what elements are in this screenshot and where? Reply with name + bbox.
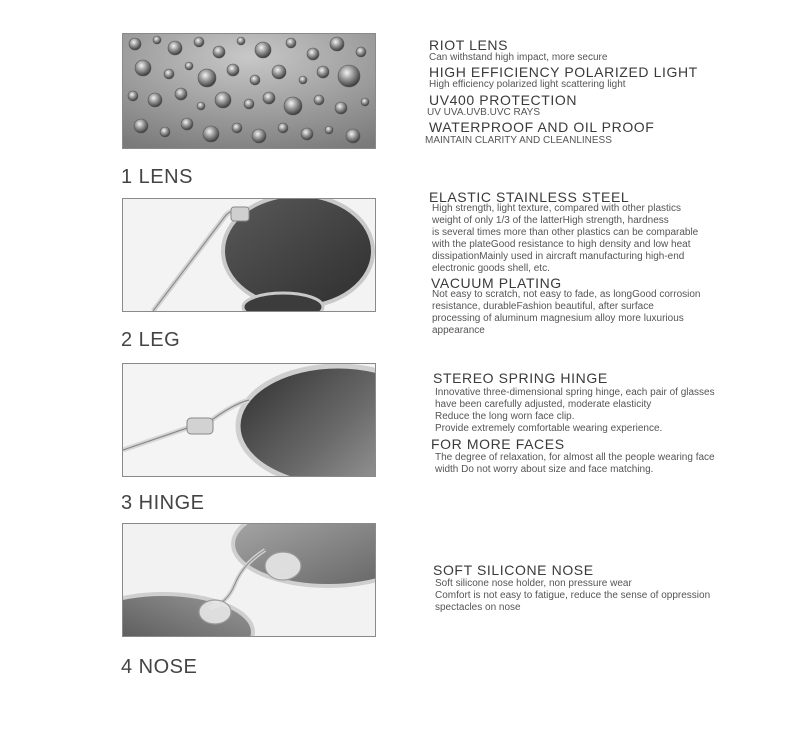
feature-text-spring-hinge-2: have been carefully adjusted, moderate elasticity (435, 399, 652, 410)
feature-heading-riot-lens: RIOT LENS (429, 37, 509, 53)
feature-text-stainless-steel-4: with the plateGood resistance to high density and low heat (432, 239, 691, 250)
feature-text-spring-hinge-1: Innovative three-dimensional spring hinge, each pair of glasses (435, 387, 715, 398)
feature-text-silicone-nose-2: Comfort is not easy to fatigue, reduce the sense of oppression (435, 590, 711, 601)
feature-text-stainless-steel-5: dissipationMainly used in aircraft manufacturing high-end (432, 251, 685, 262)
feature-text-vacuum-plating-1: Not easy to scratch, not easy to fade, as longGood corrosion (432, 289, 701, 300)
feature-text-waterproof: MAINTAIN CLARITY AND CLEANLINESS (425, 135, 612, 146)
feature-text-silicone-nose-3: spectacles on nose (435, 602, 521, 613)
feature-text-spring-hinge-3: Reduce the long worn face clip. (435, 411, 575, 422)
feature-text-riot-lens: Can withstand high impact, more secure (429, 52, 608, 63)
feature-text-vacuum-plating-4: appearance (432, 325, 485, 336)
leg-photo (122, 198, 376, 312)
feature-heading-more-faces: FOR MORE FACES (431, 436, 565, 452)
feature-text-stainless-steel-1: High strength, light texture, compared with other plastics (432, 203, 682, 214)
feature-text-stainless-steel-6: electronic goods shell, etc. (432, 263, 550, 274)
feature-text-silicone-nose-1: Soft silicone nose holder, non pressure wear (435, 578, 632, 589)
feature-text-vacuum-plating-2: resistance, durableFashion beautiful, after surface (432, 301, 654, 312)
feature-text-stainless-steel-3: is several times more than other plastics can be comparable (432, 227, 699, 238)
lens-photo (122, 33, 376, 149)
nose-photo (122, 523, 376, 637)
feature-heading-waterproof: WATERPROOF AND OIL PROOF (429, 119, 655, 135)
feature-heading-silicone-nose: SOFT SILICONE NOSE (433, 562, 594, 578)
sunglasses-hinge-image (123, 364, 375, 476)
water-drops-image (123, 34, 375, 148)
sunglasses-nose-image (123, 524, 375, 636)
feature-text-stainless-steel-2: weight of only 1/3 of the latterHigh strength, hardness (432, 215, 669, 226)
feature-text-uv400: UV UVA.UVB.UVC RAYS (427, 107, 540, 118)
section-label-lens: 1 LENS (121, 166, 193, 188)
feature-text-spring-hinge-4: Provide extremely comfortable wearing experience. (435, 423, 663, 434)
feature-text-polarized: High efficiency polarized light scattering light (429, 79, 626, 90)
feature-text-more-faces-2: width Do not worry about size and face matching. (435, 464, 654, 475)
section-label-hinge: 3 HINGE (121, 492, 205, 514)
feature-heading-stainless-steel: ELASTIC STAINLESS STEEL (429, 189, 630, 205)
feature-heading-spring-hinge: STEREO SPRING HINGE (433, 370, 608, 386)
sunglasses-leg-image (123, 199, 375, 311)
feature-text-more-faces-1: The degree of relaxation, for almost all the people wearing face (435, 452, 715, 463)
feature-heading-polarized: HIGH EFFICIENCY POLARIZED LIGHT (429, 64, 698, 80)
feature-text-vacuum-plating-3: processing of aluminum magnesium alloy more luxurious (432, 313, 684, 324)
hinge-photo (122, 363, 376, 477)
section-label-leg: 2 LEG (121, 329, 181, 351)
section-label-nose: 4 NOSE (121, 656, 198, 678)
feature-heading-vacuum-plating: VACUUM PLATING (431, 275, 562, 291)
feature-heading-uv400: UV400 PROTECTION (429, 92, 578, 108)
